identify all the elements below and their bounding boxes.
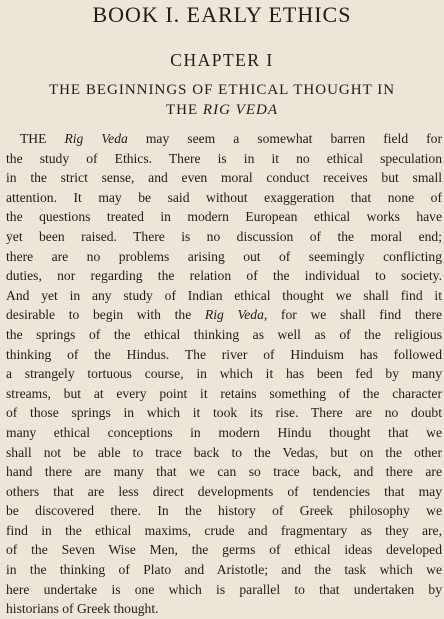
text-segment: hand there are many that we can so trace back, and there are: [6, 464, 442, 480]
chapter-title-prefix: THE: [166, 102, 203, 118]
text-line: [6, 188, 442, 208]
text-line: [6, 443, 442, 463]
text-segment: duties, nor regarding the relation of the individual to society.: [6, 268, 442, 284]
text-segment: the questions treated in modern European ethical works have: [6, 209, 442, 225]
text-line: [6, 580, 442, 600]
text-segment: there are no problems arising out of seemingly conflicting: [6, 248, 442, 264]
text-line: [6, 227, 442, 247]
text-line: [6, 501, 442, 521]
chapter-number: CHAPTER I: [170, 50, 274, 70]
text-segment: in the strict sense, and even moral conduct receives but small: [6, 170, 442, 186]
text-segment: a strangely tortuous course, in which it has been fed by many: [6, 366, 442, 382]
text-line: [6, 168, 442, 188]
text-segment: , for we shall find there: [263, 307, 442, 323]
text-line: [6, 540, 442, 560]
text-segment: yet been raised. There is no discussion of the moral end;: [6, 228, 442, 244]
text-segment: be discovered there. In the history of Greek philosophy we: [6, 503, 442, 519]
text-line: [6, 384, 442, 404]
text-segment: in the thinking of Plato and Aristotle; and the task which we: [6, 562, 442, 578]
text-line: [6, 345, 442, 365]
italic-text: Rig Veda: [204, 307, 264, 323]
text-segment: historians of Greek thought.: [6, 601, 159, 617]
text-segment: others that are less direct developments of tendencies that may: [6, 483, 442, 499]
chapter-title: [0, 80, 444, 120]
text-line: [6, 482, 442, 502]
text-segment: of those springs in which it took its rise. There are no doubt: [6, 405, 442, 421]
text-line: [6, 462, 442, 482]
text-segment: THE: [20, 131, 65, 146]
text-segment: find in the ethical maxims, crude and fragmentary as they are,: [6, 522, 442, 538]
chapter-title-line-2: [0, 100, 444, 120]
text-line: [6, 286, 442, 306]
text-line: [6, 266, 442, 286]
text-segment: And yet in any study of Indian ethical thought we shall find it: [6, 287, 442, 303]
text-line: [6, 305, 442, 325]
text-line: [6, 247, 442, 267]
text-segment: here undertake is one which is parallel to that undertaken by: [6, 581, 442, 597]
text-segment: many ethical conceptions in modern Hindu thought that we: [6, 424, 442, 440]
text-line: [6, 521, 442, 541]
text-line: [6, 149, 442, 169]
text-segment: the study of Ethics. There is in it no ethical speculation: [6, 150, 442, 166]
text-line: [6, 403, 442, 423]
text-segment: attention. It may be said without exaggeration that none of: [6, 189, 442, 205]
text-segment: the springs of the ethical thinking as well as of the religious: [6, 326, 442, 342]
text-line: [6, 599, 442, 619]
chapter-title-line-1: THE BEGINNINGS OF ETHICAL THOUGHT IN: [48, 82, 396, 98]
text-line: [6, 364, 442, 384]
text-segment: of the Seven Wise Men, the germs of ethical ideas developed: [6, 542, 442, 558]
body-paragraph: [6, 129, 442, 619]
chapter-title-italic: RIG VEDA: [202, 102, 278, 118]
text-segment: thinking of the Hindus. The river of Hinduism has followed: [6, 346, 442, 362]
text-line: [6, 560, 442, 580]
text-line: [6, 207, 442, 227]
text-segment: shall not be able to trace back to the Vedas, but on the other: [6, 444, 442, 460]
text-segment: streams, but at every point it retains something of the character: [6, 385, 442, 401]
text-line: [6, 423, 442, 443]
text-segment: desirable to begin with the: [6, 307, 205, 323]
text-line: [6, 325, 442, 345]
book-title: BOOK I. EARLY ETHICS: [92, 2, 352, 27]
text-segment: may seem a somewhat barren field for: [127, 131, 443, 146]
italic-text: Rig Veda: [64, 131, 128, 146]
text-line: [6, 129, 442, 149]
